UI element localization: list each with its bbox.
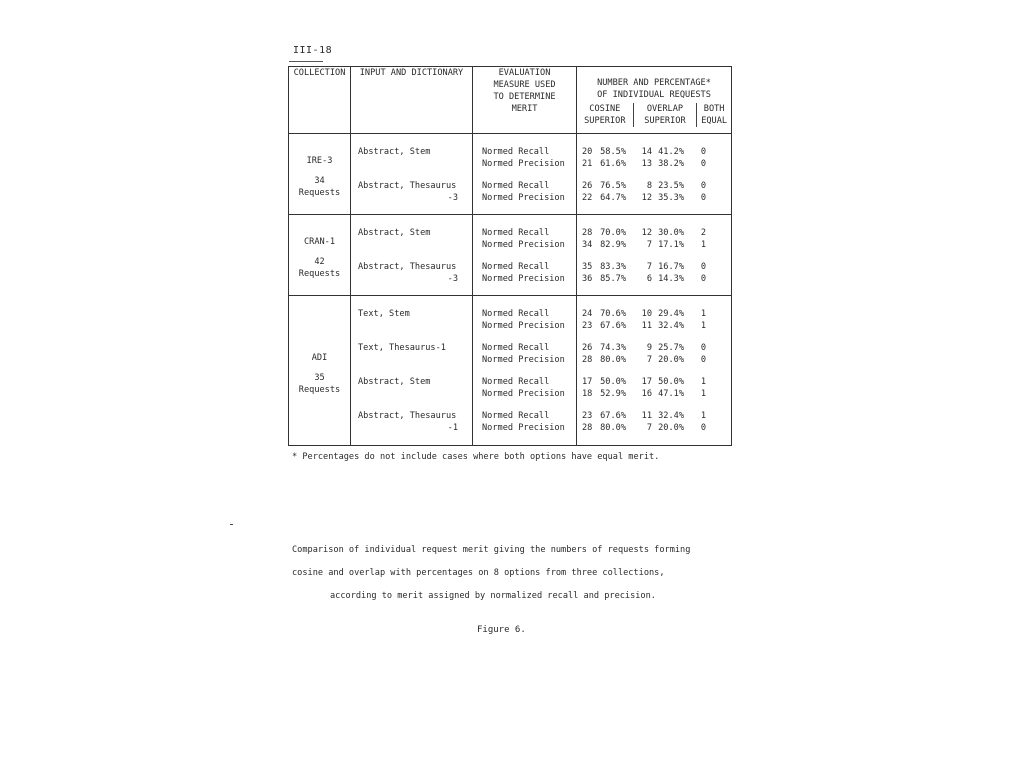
collection-name: ADI (311, 352, 328, 363)
both-equal-count: 1 (700, 377, 706, 387)
measure-label: Normed Recall (482, 262, 550, 272)
cosine-percent: 74.3% (600, 343, 626, 353)
input-block (351, 308, 472, 332)
overlap-percent: 32.4% (658, 321, 684, 331)
input-block (351, 180, 472, 204)
cosine-count: 26 (582, 343, 593, 353)
evaluation-block (473, 227, 576, 251)
overlap-percent: 17.1% (658, 240, 684, 250)
subheader-cosine-line: SUPERIOR (584, 116, 626, 126)
input-line (358, 320, 472, 332)
number-row (577, 146, 731, 158)
header-number (577, 67, 732, 134)
table-row (289, 296, 732, 446)
number-row (577, 342, 731, 354)
cosine-percent: 61.6% (600, 159, 626, 169)
collection-request-label: Requests (298, 269, 341, 279)
collection-cell (289, 296, 351, 446)
subheader-overlap-line: OVERLAP (646, 104, 684, 114)
number-row (577, 273, 731, 285)
collection-request-count: 35 (314, 372, 325, 383)
input-line: Text, Thesaurus-1 (358, 343, 446, 353)
both-equal-count: 0 (700, 343, 706, 353)
cosine-count: 23 (582, 411, 593, 421)
overlap-count: 13 (641, 159, 652, 169)
cosine-count: 28 (582, 228, 593, 238)
cosine-count: 20 (582, 147, 593, 157)
number-row (577, 388, 731, 400)
collection-cell (289, 215, 351, 296)
overlap-count: 8 (646, 181, 652, 191)
both-equal-count: 1 (700, 321, 706, 331)
cosine-count: 28 (582, 355, 593, 365)
cosine-percent: 85.7% (600, 274, 626, 284)
overlap-percent: 35.3% (658, 193, 684, 203)
cosine-percent: 58.5% (600, 147, 626, 157)
input-line: -3 (447, 193, 458, 203)
input-block (351, 376, 472, 400)
subheader-both-line: BOTH (703, 104, 725, 114)
number-row (577, 180, 731, 192)
collection-name: CRAN-1 (303, 237, 336, 247)
number-block (577, 342, 731, 366)
overlap-count: 9 (646, 343, 652, 353)
figure-label: Figure 6. (477, 625, 526, 635)
both-equal-count: 0 (700, 147, 706, 157)
input-line (358, 354, 472, 366)
input-line (358, 388, 472, 400)
input-block (351, 261, 472, 285)
number-block (577, 180, 731, 204)
overlap-count: 16 (641, 389, 652, 399)
input-line: Abstract, Thesaurus (358, 411, 457, 421)
overlap-percent: 16.7% (658, 262, 684, 272)
overlap-percent: 23.5% (658, 181, 684, 191)
subheader-row (577, 103, 731, 127)
measure-label: Normed Precision (482, 423, 565, 433)
cosine-percent: 82.9% (600, 240, 626, 250)
number-block (577, 376, 731, 400)
subheader-cosine (577, 103, 633, 127)
cosine-percent: 70.6% (600, 309, 626, 319)
cosine-percent: 83.3% (600, 262, 626, 272)
collection-request-count: 42 (314, 257, 325, 267)
number-block (577, 261, 731, 285)
number-row (577, 376, 731, 388)
cosine-count: 24 (582, 309, 593, 319)
measure-label: Normed Precision (482, 240, 565, 250)
cosine-percent: 64.7% (600, 193, 626, 203)
measure-label: Normed Precision (482, 159, 565, 169)
input-line: Text, Stem (358, 309, 410, 319)
overlap-percent: 30.0% (658, 228, 684, 238)
input-block (351, 146, 472, 170)
input-line (358, 239, 472, 251)
number-block (577, 227, 731, 251)
number-block (577, 308, 731, 332)
number-row (577, 308, 731, 320)
overlap-percent: 20.0% (658, 423, 684, 433)
both-equal-count: 0 (700, 193, 706, 203)
overlap-count: 12 (641, 228, 652, 238)
overlap-count: 14 (641, 147, 652, 157)
cosine-count: 34 (582, 240, 593, 250)
both-equal-count: 0 (700, 181, 706, 191)
evaluation-cell (473, 296, 577, 446)
number-cell (577, 134, 732, 215)
cosine-percent: 70.0% (600, 228, 626, 238)
measure-label: Normed Recall (482, 411, 550, 421)
overlap-percent: 47.1% (658, 389, 684, 399)
input-cell (351, 134, 473, 215)
input-line: -3 (447, 274, 458, 284)
overlap-percent: 38.2% (658, 159, 684, 169)
overlap-percent: 29.4% (658, 309, 684, 319)
input-cell (351, 215, 473, 296)
both-equal-count: 0 (700, 423, 706, 433)
input-line: Abstract, Stem (358, 377, 431, 387)
measure-label: Normed Recall (482, 181, 550, 191)
table-body (289, 134, 732, 446)
both-equal-count: 1 (700, 309, 706, 319)
caption-line: according to merit assigned by normalized recall and precision. (330, 591, 656, 601)
measure-label: Normed Recall (482, 343, 550, 353)
measure-label: Normed Recall (482, 228, 550, 238)
number-row (577, 422, 731, 434)
page-number-rule (289, 61, 323, 62)
both-equal-count: 1 (700, 389, 706, 399)
evaluation-block (473, 308, 576, 332)
input-block (351, 227, 472, 251)
header-number-line: NUMBER AND PERCENTAGE* (597, 78, 711, 88)
header-collection: COLLECTION (289, 67, 351, 134)
evaluation-block (473, 342, 576, 366)
cosine-percent: 67.6% (600, 411, 626, 421)
cosine-percent: 50.0% (600, 377, 626, 387)
overlap-count: 6 (646, 274, 652, 284)
subheader-cosine-line: COSINE (589, 104, 621, 114)
input-block (351, 342, 472, 366)
evaluation-block (473, 410, 576, 434)
collection-request-label: Requests (298, 188, 341, 198)
cosine-percent: 52.9% (600, 389, 626, 399)
overlap-percent: 20.0% (658, 355, 684, 365)
input-cell (351, 296, 473, 446)
cosine-percent: 67.6% (600, 321, 626, 331)
input-line: Abstract, Thesaurus (358, 181, 457, 191)
number-block (577, 410, 731, 434)
input-line: Abstract, Stem (358, 147, 431, 157)
subheader-both-line: EQUAL (701, 116, 728, 126)
input-line: Abstract, Thesaurus (358, 262, 457, 272)
header-evaluation-line: MERIT (511, 104, 538, 114)
number-row (577, 410, 731, 422)
input-line: Abstract, Stem (358, 228, 431, 238)
cosine-count: 21 (582, 159, 593, 169)
cosine-percent: 76.5% (600, 181, 626, 191)
number-cell (577, 215, 732, 296)
both-equal-count: 1 (700, 240, 706, 250)
header-input: INPUT AND DICTIONARY (351, 67, 473, 134)
overlap-count: 11 (641, 411, 652, 421)
overlap-percent: 14.3% (658, 274, 684, 284)
overlap-count: 7 (646, 240, 652, 250)
caption-line: Comparison of individual request merit giving the numbers of requests forming (292, 545, 691, 555)
table-row (289, 215, 732, 296)
input-line: -1 (447, 423, 458, 433)
evaluation-block (473, 180, 576, 204)
page-number: III-18 (293, 45, 333, 56)
both-equal-count: 1 (700, 411, 706, 421)
both-equal-count: 2 (700, 228, 706, 238)
header-evaluation-line: EVALUATION (498, 68, 551, 78)
table-header-row (289, 67, 732, 134)
overlap-count: 17 (641, 377, 652, 387)
header-number-line: OF INDIVIDUAL REQUESTS (597, 90, 711, 100)
cosine-count: 17 (582, 377, 593, 387)
overlap-count: 10 (641, 309, 652, 319)
cosine-count: 26 (582, 181, 593, 191)
evaluation-cell (473, 134, 577, 215)
measure-label: Normed Precision (482, 193, 565, 203)
measure-label: Normed Precision (482, 321, 565, 331)
overlap-count: 7 (646, 355, 652, 365)
number-row (577, 239, 731, 251)
collection-cell (289, 134, 351, 215)
number-row (577, 158, 731, 170)
cosine-count: 22 (582, 193, 593, 203)
subheader-overlap (633, 103, 697, 127)
measure-label: Normed Recall (482, 147, 550, 157)
number-row (577, 354, 731, 366)
collection-request-label: Requests (298, 384, 341, 395)
results-table (288, 66, 732, 446)
overlap-percent: 25.7% (658, 343, 684, 353)
measure-label: Normed Recall (482, 377, 550, 387)
measure-label: Normed Recall (482, 309, 550, 319)
evaluation-cell (473, 215, 577, 296)
measure-label: Normed Precision (482, 274, 565, 284)
number-row (577, 227, 731, 239)
overlap-percent: 41.2% (658, 147, 684, 157)
collection-name: IRE-3 (306, 156, 333, 166)
both-equal-count: 0 (700, 159, 706, 169)
number-row (577, 192, 731, 204)
subheader-overlap-line: SUPERIOR (644, 116, 686, 126)
cosine-percent: 80.0% (600, 423, 626, 433)
evaluation-block (473, 146, 576, 170)
input-block (351, 410, 472, 434)
evaluation-block (473, 261, 576, 285)
cosine-count: 36 (582, 274, 593, 284)
number-block (577, 146, 731, 170)
header-evaluation (473, 67, 577, 134)
cosine-count: 35 (582, 262, 593, 272)
cosine-count: 23 (582, 321, 593, 331)
overlap-percent: 32.4% (658, 411, 684, 421)
overlap-count: 7 (646, 423, 652, 433)
header-evaluation-line: TO DETERMINE (493, 92, 556, 102)
both-equal-count: 0 (700, 274, 706, 284)
input-line (358, 158, 472, 170)
number-row (577, 261, 731, 273)
stray-mark (230, 524, 233, 525)
number-cell (577, 296, 732, 446)
cosine-count: 28 (582, 423, 593, 433)
table-row (289, 134, 732, 215)
collection-request-count: 34 (314, 176, 325, 186)
subheader-both (696, 103, 731, 127)
number-row (577, 320, 731, 332)
measure-label: Normed Precision (482, 389, 565, 399)
cosine-percent: 80.0% (600, 355, 626, 365)
overlap-count: 7 (646, 262, 652, 272)
cosine-count: 18 (582, 389, 593, 399)
measure-label: Normed Precision (482, 355, 565, 365)
both-equal-count: 0 (700, 355, 706, 365)
caption-line: cosine and overlap with percentages on 8 options from three collections, (292, 568, 665, 578)
evaluation-block (473, 376, 576, 400)
footnote: * Percentages do not include cases where both options have equal merit. (292, 452, 660, 462)
overlap-count: 11 (641, 321, 652, 331)
both-equal-count: 0 (700, 262, 706, 272)
overlap-count: 12 (641, 193, 652, 203)
header-evaluation-line: MEASURE USED (493, 80, 556, 90)
overlap-percent: 50.0% (658, 377, 684, 387)
